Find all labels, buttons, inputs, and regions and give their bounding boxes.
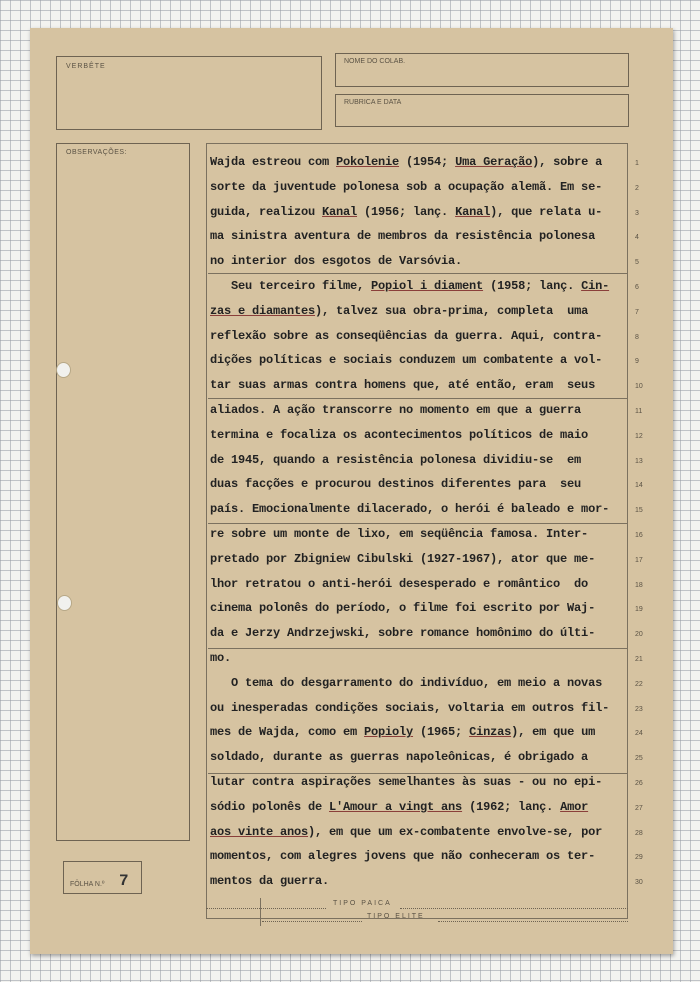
text-segment: momentos, com alegres jovens que não conheceram os ter-: [210, 849, 596, 864]
line-number: 29: [635, 854, 643, 862]
punch-hole: [56, 362, 71, 378]
line-number: 6: [635, 284, 639, 291]
line-number: 20: [635, 631, 643, 639]
title-underlined: Amor: [560, 799, 589, 814]
text-line: [210, 330, 630, 343]
text-line: [210, 553, 630, 566]
text-segment: (1962; lanç.: [462, 799, 561, 814]
text-segment: ), talvez sua obra-prima, completa uma: [315, 303, 589, 318]
colaborador-label: NOME DO COLAB.: [344, 58, 406, 65]
title-underlined: Uma Geração: [455, 155, 533, 169]
text-line: [210, 528, 630, 541]
text-line: [210, 652, 630, 665]
line-number: 16: [635, 532, 643, 539]
folha-box: [63, 861, 142, 894]
text-segment: da e Jerzy Andrzejwski, sobre romance homônimo do últi-: [210, 626, 596, 641]
text-segment: lhor retratou o anti-herói desesperado e romântico do: [210, 576, 589, 591]
line-number: 15: [635, 507, 643, 515]
text-line: [210, 826, 630, 839]
text-segment: ), em que um: [511, 725, 596, 740]
section-divider: [208, 648, 628, 649]
title-underlined: Popiol i diament: [371, 279, 484, 293]
line-number: 17: [635, 556, 643, 564]
text-line: [210, 503, 630, 516]
text-segment: ou inesperadas condições sociais, voltaria em outros fil-: [210, 700, 610, 715]
line-number: 23: [635, 705, 643, 713]
text-line: [210, 850, 630, 863]
title-underlined: Cin-: [581, 279, 610, 293]
title-underlined: L'Amour a vingt ans: [329, 799, 463, 814]
text-line: [210, 578, 630, 591]
text-segment: Wajda estreou com: [210, 155, 337, 169]
line-number: 9: [635, 358, 639, 366]
section-divider: [208, 398, 628, 399]
text-segment: dições políticas e sociais conduzem um combatente a vol-: [210, 353, 603, 368]
text-line: [210, 702, 630, 715]
line-number: 19: [635, 606, 643, 614]
line-number: 22: [635, 680, 643, 688]
line-number: 4: [635, 234, 639, 242]
line-number: 21: [635, 656, 643, 663]
punch-hole: [57, 595, 72, 611]
title-underlined: Cinzas: [469, 725, 512, 740]
text-segment: mo.: [210, 651, 232, 665]
text-line: [210, 429, 630, 442]
text-segment: (1956; lanç.: [357, 204, 456, 219]
text-line: [210, 230, 630, 243]
line-number: 8: [635, 333, 639, 341]
text-segment: mentos da guerra.: [210, 874, 330, 889]
text-segment: sódio polonês de: [210, 799, 330, 814]
rubrica-box: [335, 94, 629, 127]
text-line: [210, 206, 630, 219]
text-line: [210, 776, 630, 789]
text-segment: de 1945, quando a resistência polonesa dividiu-se em: [210, 452, 582, 467]
rubrica-label: RUBRICA E DATA: [344, 99, 402, 106]
title-underlined: Pokolenie: [336, 155, 400, 169]
text-segment: aliados. A ação transcorre no momento em que a guerra: [210, 403, 582, 417]
text-segment: duas facções e procurou destinos diferentes para seu: [210, 477, 582, 492]
tipo-paica-line: [206, 908, 326, 909]
line-number: 27: [635, 804, 643, 812]
line-number: 3: [635, 209, 639, 217]
tipo-paica-label: TIPO PAICA: [333, 900, 392, 907]
line-number: 12: [635, 432, 643, 440]
folha-label: FÔLHA N.º: [70, 881, 105, 888]
text-line: [210, 627, 630, 640]
section-divider: [208, 273, 628, 274]
verbete-box: [56, 56, 322, 130]
title-underlined: zas e diamantes: [210, 303, 316, 318]
text-line: [210, 280, 630, 293]
text-segment: sorte da juventude polonesa sob a ocupação alemã. Em se-: [210, 179, 603, 194]
text-segment: ), em que um ex-combatente envolve-se, por: [308, 824, 603, 839]
text-line: [210, 404, 630, 417]
text-line: [210, 156, 630, 169]
line-number: 14: [635, 482, 643, 490]
text-segment: ), que relata u-: [490, 204, 603, 219]
text-line: [210, 255, 630, 268]
text-segment: guida, realizou: [210, 204, 323, 219]
line-number: 11: [635, 408, 643, 415]
text-segment: cinema polonês do período, o filme foi escrito por Waj-: [210, 601, 596, 616]
text-segment: no interior dos esgotos de Varsóvia.: [210, 254, 463, 269]
text-segment: re sobre um monte de lixo, em seqüência famosa. Inter-: [210, 527, 589, 541]
typed-index-card: [30, 28, 673, 954]
margin-vertical-line: [260, 898, 261, 926]
line-number: 10: [635, 383, 643, 391]
verbete-label: VERBÊTE: [66, 63, 106, 70]
line-number: 30: [635, 879, 643, 887]
line-number: 2: [635, 184, 639, 192]
tipo-paica-line-right: [400, 908, 628, 909]
line-number: 1: [635, 160, 639, 167]
text-segment: O tema do desgarramento do indivíduo, em meio a novas: [210, 675, 603, 690]
text-segment: (1965;: [413, 725, 470, 740]
tipo-elite-line-right: [438, 921, 628, 922]
title-underlined: aos vinte anos: [210, 824, 309, 839]
text-line: [210, 379, 630, 392]
text-line: [210, 602, 630, 615]
text-line: [210, 875, 630, 888]
line-number: 28: [635, 829, 643, 837]
text-segment: (1958; lanç.: [483, 279, 582, 293]
text-line: [210, 354, 630, 367]
text-segment: pretado por Zbigniew Cibulski (1927-1967), ator que me-: [210, 551, 596, 566]
text-segment: soldado, durante as guerras napoleônicas, é obrigado a: [210, 750, 589, 765]
line-number: 26: [635, 780, 643, 787]
text-line: [210, 305, 630, 318]
section-divider: [208, 773, 628, 774]
folha-number: 7: [119, 872, 129, 890]
title-underlined: Popioly: [364, 725, 414, 740]
text-segment: país. Emocionalmente dilacerado, o herói é baleado e mor-: [210, 502, 610, 517]
tipo-elite-line: [262, 921, 362, 922]
line-number: 13: [635, 457, 643, 465]
text-line: [210, 726, 630, 739]
text-line: [210, 801, 630, 814]
tipo-elite-label: TIPO ELITE: [367, 913, 425, 920]
text-segment: tar suas armas contra homens que, até então, eram seus: [210, 378, 596, 393]
text-line: [210, 677, 630, 690]
observacoes-box: [56, 143, 190, 841]
text-segment: mes de Wajda, como em: [210, 725, 365, 740]
line-number: 7: [635, 308, 639, 316]
line-number: 24: [635, 730, 643, 738]
text-segment: reflexão sobre as conseqüências da guerra. Aqui, contra-: [210, 328, 603, 343]
text-line: [210, 181, 630, 194]
text-segment: lutar contra aspirações semelhantes às suas - ou no epi-: [210, 775, 603, 789]
line-number: 5: [635, 259, 639, 267]
text-segment: (1954;: [399, 155, 456, 169]
text-segment: ), sobre a: [532, 155, 603, 169]
text-segment: termina e focaliza os acontecimentos políticos de maio: [210, 427, 589, 442]
text-line: [210, 454, 630, 467]
line-number: 18: [635, 581, 643, 589]
title-underlined: Kanal: [455, 204, 491, 219]
observacoes-label: OBSERVAÇÕES:: [66, 149, 127, 156]
text-line: [210, 751, 630, 764]
text-segment: ma sinistra aventura de membros da resistência polonesa: [210, 229, 596, 244]
colaborador-box: [335, 53, 629, 87]
text-line: [210, 478, 630, 491]
text-segment: Seu terceiro filme,: [210, 279, 372, 293]
line-number: 25: [635, 755, 643, 763]
title-underlined: Kanal: [322, 204, 358, 219]
section-divider: [208, 523, 628, 524]
